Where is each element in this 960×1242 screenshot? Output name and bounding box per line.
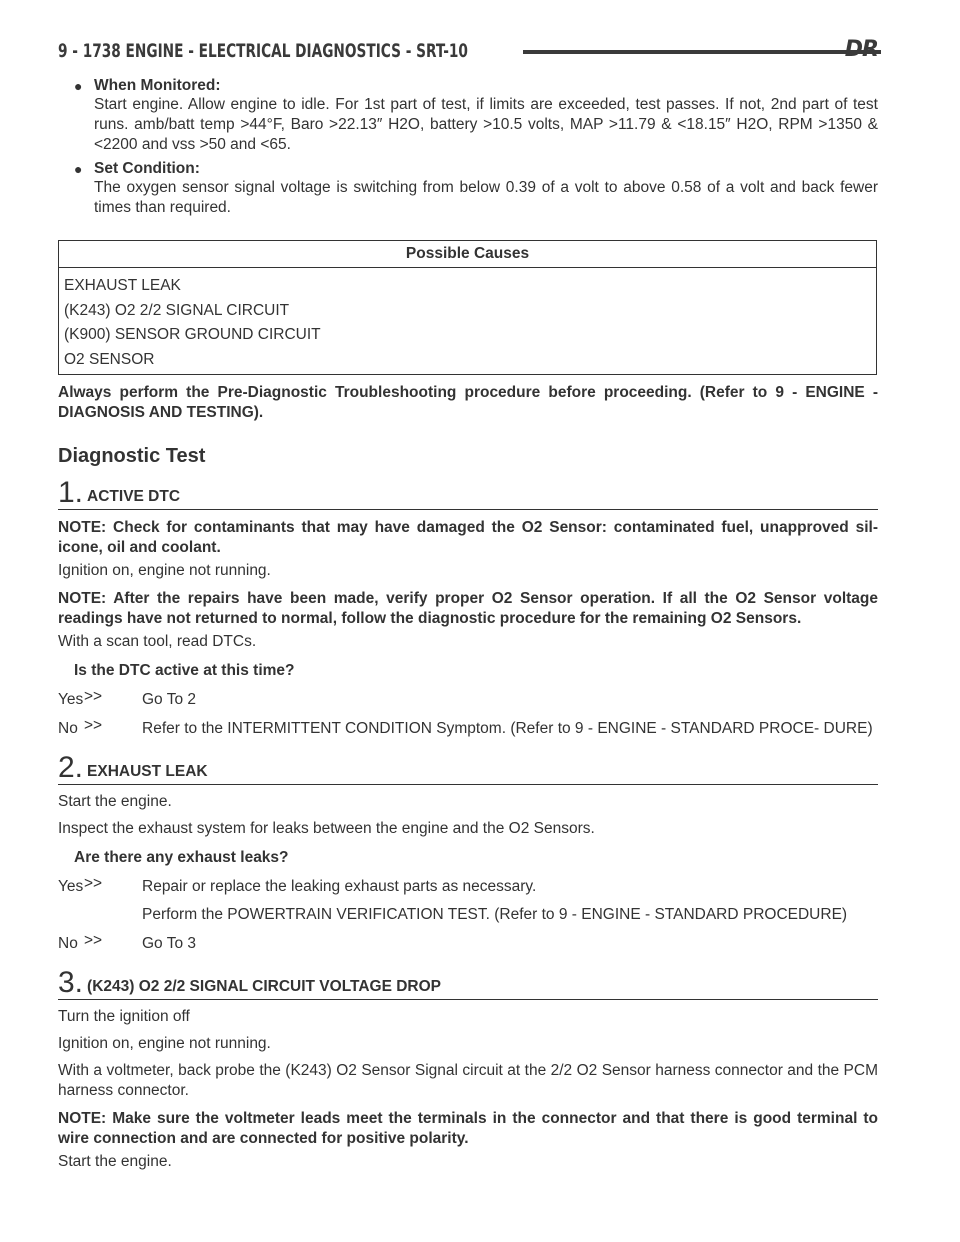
step-title: (K243) O2 2/2 SIGNAL CIRCUIT VOLTAGE DROP bbox=[87, 978, 442, 995]
answer-yes bbox=[58, 877, 878, 925]
answer-text: Refer to the INTERMITTENT CONDITION Symptom. (Refer to 9 - ENGINE - STANDARD PROCE- DURE) bbox=[142, 720, 873, 737]
answer-text: Go To 3 bbox=[142, 935, 197, 952]
header-rule bbox=[523, 50, 881, 54]
paragraph: Inspect the exhaust system for leaks between the engine and the O2 Sensors. bbox=[58, 820, 595, 837]
bullet-text: Start engine. Allow engine to idle. For 1st part of test, if limits are exceeded, test passes. If not, 2nd part of test runs. amb/batt temp >44°F, Baro >22.13″ H2O, battery >10.5 volts, MAP >11.79 & <18.15″ H2O, RPM >1350 & <2200 and vss >50 and <65. bbox=[94, 96, 878, 153]
answer-text: Perform the POWERTRAIN VERIFICATION TEST. (Refer to 9 - ENGINE - STANDARD PROCEDURE) bbox=[142, 906, 848, 923]
bullet-label: When Monitored: bbox=[94, 77, 221, 94]
cause-item: (K243) O2 2/2 SIGNAL CIRCUIT bbox=[64, 301, 290, 319]
note: NOTE: Make sure the voltmeter leads meet the terminals in the connector and that there is good terminal to wire connection and are connected for positive polarity. bbox=[58, 1110, 878, 1147]
step-number: 2. bbox=[58, 751, 84, 784]
answer-key: No bbox=[58, 935, 78, 952]
answer-yes bbox=[58, 690, 878, 710]
step-2 bbox=[58, 753, 878, 954]
step-number: 3. bbox=[58, 966, 84, 999]
question: Is the DTC active at this time? bbox=[74, 662, 295, 679]
page-header bbox=[58, 37, 878, 65]
cause-item: EXHAUST LEAK bbox=[64, 277, 181, 294]
answer-key: Yes bbox=[58, 691, 84, 708]
step-number: 1. bbox=[58, 476, 84, 509]
possible-causes-table bbox=[58, 240, 877, 375]
answer-arrow: >> bbox=[84, 688, 103, 705]
question: Are there any exhaust leaks? bbox=[74, 849, 289, 866]
page-title: 9 - 1738 ENGINE - ELECTRICAL DIAGNOSTICS - SRT-10 bbox=[58, 40, 468, 62]
step-1 bbox=[58, 478, 878, 739]
step-header bbox=[58, 753, 878, 785]
bullet-dot-icon: ● bbox=[74, 161, 83, 177]
answer-key: No bbox=[58, 720, 78, 737]
answer-text: Go To 2 bbox=[142, 691, 197, 708]
paragraph: Start the engine. bbox=[58, 793, 172, 810]
page-content bbox=[58, 76, 878, 1172]
step-title: ACTIVE DTC bbox=[87, 488, 181, 505]
answer-no bbox=[58, 719, 878, 739]
pre-diagnostic-instruction: Always perform the Pre-Diagnostic Troubleshooting procedure before proceeding. (Refer to 9 - ENGINE - DIAGNOSIS AND TESTING). bbox=[58, 384, 878, 421]
paragraph: Start the engine. bbox=[58, 1153, 172, 1170]
section-title: Diagnostic Test bbox=[58, 445, 206, 467]
bullet-dot-icon: ● bbox=[74, 78, 83, 94]
answer-key: Yes bbox=[58, 878, 84, 895]
cause-item: (K900) SENSOR GROUND CIRCUIT bbox=[64, 326, 321, 343]
model-code: DR bbox=[844, 37, 878, 62]
note: NOTE: Check for contaminants that may have damaged the O2 Sensor: contaminated fuel, unapproved sil- icone, oil and coolant. bbox=[58, 519, 878, 556]
answer-arrow: >> bbox=[84, 875, 103, 892]
note: NOTE: After the repairs have been made, verify proper O2 Sensor operation. If all the O2 Sensor voltage readings have not returned to normal, follow the diagnostic procedure for the remaining O2 Sensors. bbox=[58, 590, 878, 627]
paragraph: With a voltmeter, back probe the (K243) O2 Sensor Signal circuit at the 2/2 O2 Sensor harness connector and the PCM harness connector. bbox=[58, 1062, 878, 1099]
bullet-text: The oxygen sensor signal voltage is switching from below 0.39 of a volt to above 0.58 of a volt and back fewer times than required. bbox=[94, 179, 878, 216]
bullet-when-monitored bbox=[58, 76, 878, 155]
step-3 bbox=[58, 968, 878, 1172]
bullet-label: Set Condition: bbox=[94, 160, 200, 177]
possible-causes-heading: Possible Causes bbox=[59, 241, 876, 268]
answer-arrow: >> bbox=[84, 717, 103, 734]
answer-no bbox=[58, 934, 878, 954]
cause-item: O2 SENSOR bbox=[64, 350, 155, 368]
step-header bbox=[58, 968, 878, 1000]
answer-arrow: >> bbox=[84, 932, 103, 949]
step-header bbox=[58, 478, 878, 510]
paragraph: Ignition on, engine not running. bbox=[58, 1035, 271, 1052]
answer-text: Repair or replace the leaking exhaust parts as necessary. bbox=[142, 878, 537, 895]
paragraph: With a scan tool, read DTCs. bbox=[58, 633, 257, 650]
step-title: EXHAUST LEAK bbox=[87, 763, 208, 780]
paragraph: Ignition on, engine not running. bbox=[58, 562, 271, 579]
bullet-set-condition bbox=[58, 159, 878, 218]
paragraph: Turn the ignition off bbox=[58, 1008, 190, 1025]
